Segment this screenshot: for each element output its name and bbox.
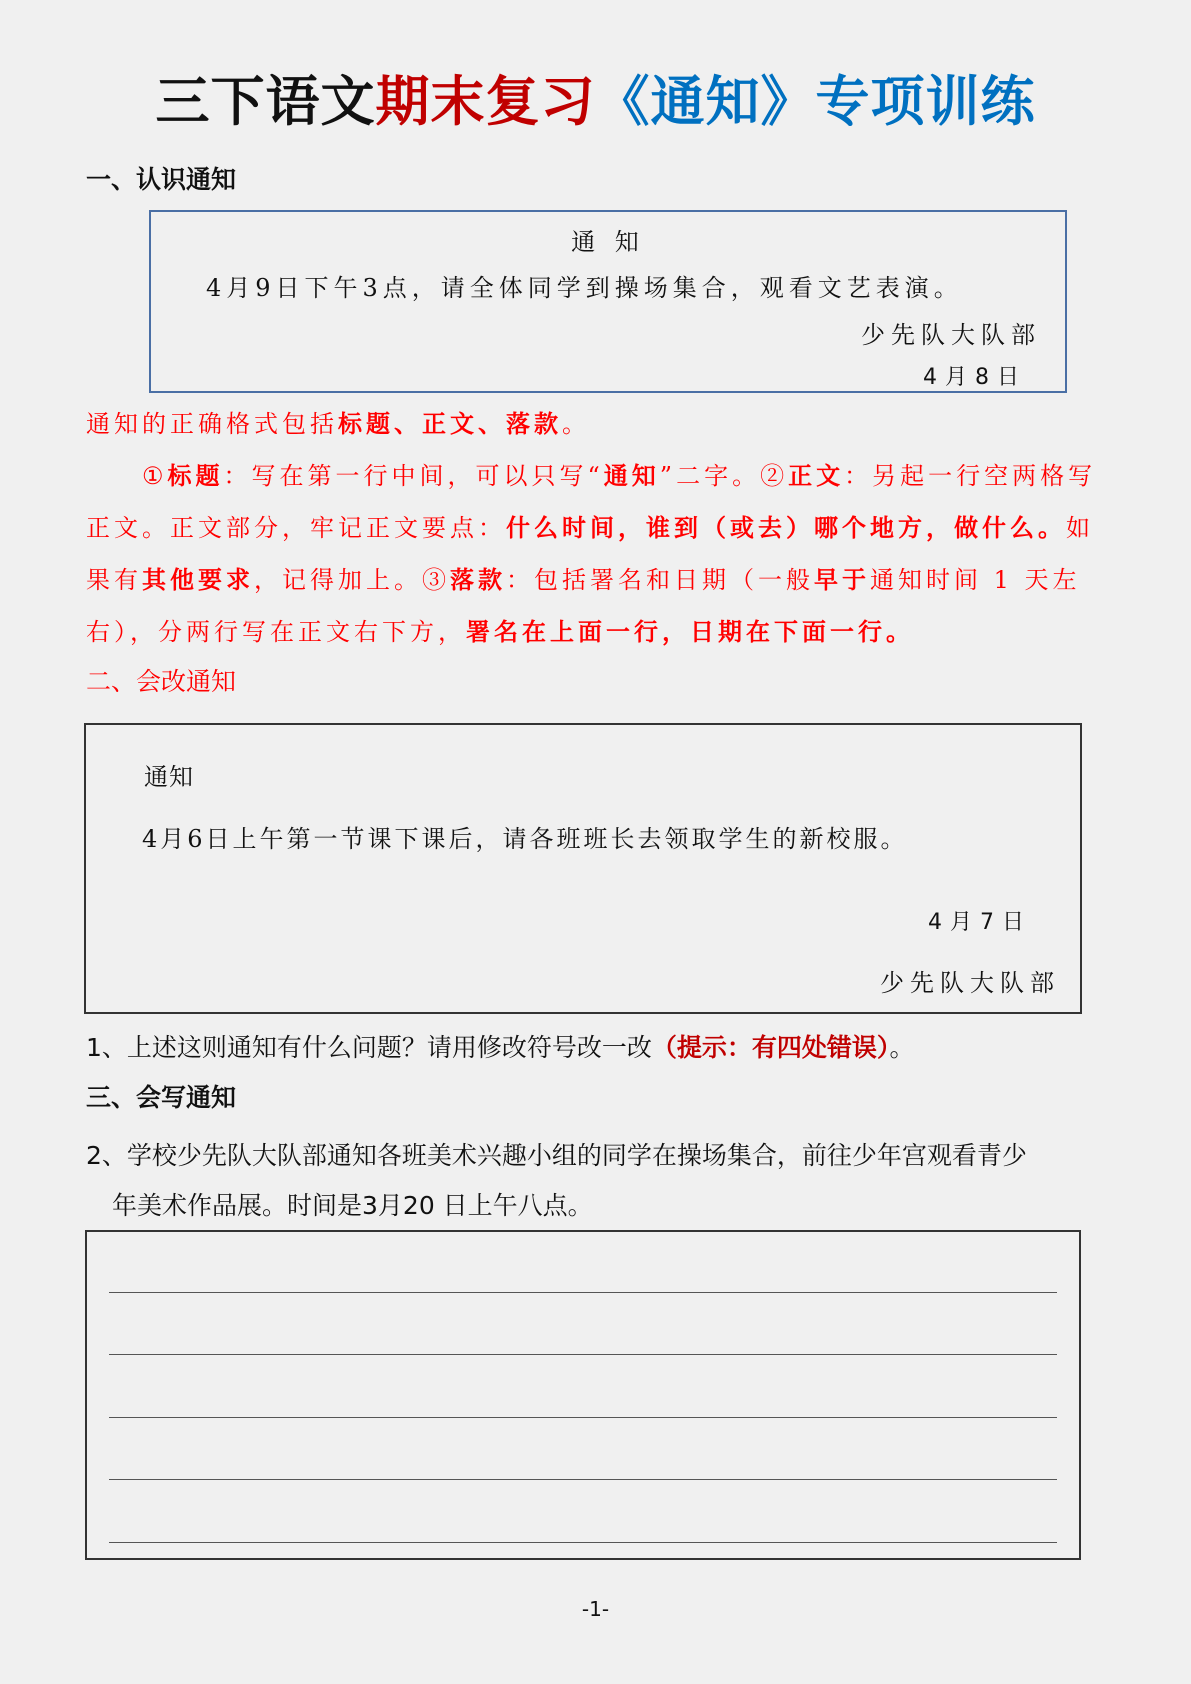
- answer-line-3[interactable]: [109, 1417, 1057, 1418]
- format-intro: 通知的正确格式包括标题、正文、落款。: [86, 409, 590, 438]
- format-explanation: [86, 398, 1106, 658]
- section1-heading: 一、认识通知: [86, 165, 237, 194]
- answer-line-1[interactable]: [109, 1292, 1057, 1293]
- title-part-training: 专项训练: [815, 70, 1036, 133]
- page-title: [0, 62, 1191, 142]
- example-notice-body: 4月9日下午3点，请全体同学到操场集合，观看文艺表演。: [206, 274, 963, 302]
- title-part-review: 期末复习: [375, 70, 596, 133]
- answer-line-5[interactable]: [109, 1542, 1057, 1543]
- example-notice-title: 通 知: [571, 228, 645, 256]
- answer-line-4[interactable]: [109, 1479, 1057, 1480]
- question-1: 1、上述这则通知有什么问题？请用修改符号改一改（提示：有四处错误）。: [86, 1033, 915, 1062]
- circled-two-icon: ②: [760, 462, 789, 490]
- title-part-grade: 三下语文: [155, 70, 376, 133]
- section3-heading: 三、会写通知: [86, 1083, 237, 1112]
- faulty-notice-box: [84, 723, 1082, 1014]
- faulty-notice-signature: 少先队大队部: [880, 969, 1060, 997]
- circled-three-icon: ③: [422, 566, 450, 594]
- faulty-notice-body: 4月6日上午第一节课下课后，请各班班长去领取学生的新校服。: [142, 825, 908, 853]
- section2-heading: 二、会改通知: [86, 667, 237, 696]
- format-details: ①标题：写在第一行中间，可以只写“通知”二字。②正文：另起一行空两格写正文。正文部分，牢记正文要点：什么时间，谁到（或去）哪个地方，做什么。如果有其他要求，记得加上。③落款：包括署名和日期（一般早于通知时间 1 天左右），分两行写在正文右下方，署名在上面一行，日期在下面一行。: [86, 461, 1097, 646]
- title-part-topic: 《通知》: [595, 70, 816, 133]
- question-2: 2、学校少先队大队部通知各班美术兴趣小组的同学在操场集合，前往少年宫观看青少 年美术作品展。时间是3月20 日上午八点。: [86, 1141, 1027, 1220]
- answer-writing-box[interactable]: [85, 1230, 1081, 1560]
- faulty-notice-title: 通知: [144, 763, 194, 791]
- circled-one-icon: ①: [142, 462, 168, 490]
- question-1-hint: （提示：有四处错误）: [651, 1033, 890, 1062]
- faulty-notice-date: 4月7日: [928, 910, 1032, 935]
- example-notice-signature: 少先队大队部: [861, 321, 1041, 349]
- example-notice-box: [149, 210, 1067, 393]
- page-number: -1-: [581, 1597, 610, 1621]
- example-notice-date: 4月8日: [923, 365, 1027, 390]
- answer-line-2[interactable]: [109, 1354, 1057, 1355]
